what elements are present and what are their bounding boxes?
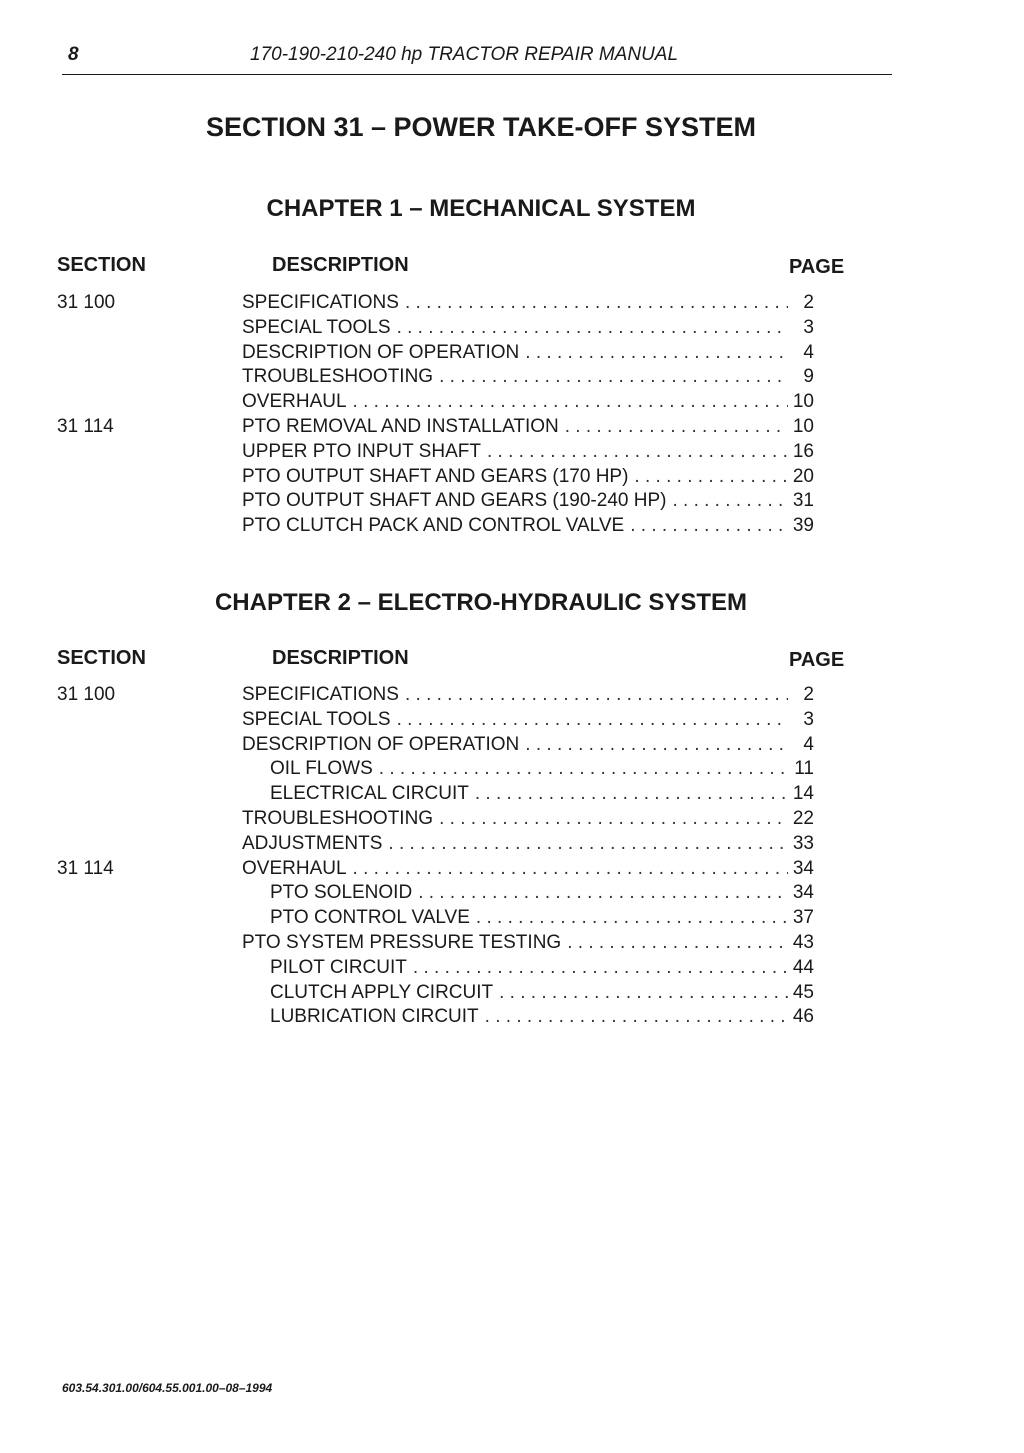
toc-row — [0, 416, 1024, 441]
toc-page-number: 31 — [792, 490, 814, 512]
toc-page-number: 9 — [803, 366, 814, 388]
toc-entry — [242, 490, 814, 512]
toc-description: PTO CONTROL VALVE — [270, 907, 470, 929]
toc-entry — [270, 1006, 814, 1028]
toc-dot-leader — [405, 684, 788, 706]
toc-dot-leader — [379, 758, 788, 780]
toc-page-number: 22 — [792, 808, 814, 829]
toc-page-number: 34 — [792, 882, 814, 904]
toc-description: OIL FLOWS — [270, 758, 373, 780]
toc-dot-leader — [413, 957, 788, 979]
toc-description: DESCRIPTION OF OPERATION — [242, 733, 520, 755]
toc-dot-leader — [499, 982, 788, 1004]
toc-entry — [242, 734, 814, 756]
toc-dot-leader — [397, 709, 788, 731]
toc-row — [0, 783, 1024, 808]
toc-row — [0, 882, 1024, 907]
toc-entry — [270, 982, 814, 1004]
toc-entry — [270, 783, 814, 805]
toc-description: ELECTRICAL CIRCUIT — [270, 783, 469, 805]
toc-description: ADJUSTMENTS — [242, 832, 383, 854]
toc-row — [0, 515, 1024, 540]
toc-page-number: 37 — [792, 907, 814, 929]
toc-row — [0, 391, 1024, 416]
toc-description: UPPER PTO INPUT SHAFT — [242, 440, 481, 462]
toc-row — [0, 366, 1024, 391]
toc-dot-leader — [418, 882, 788, 904]
toc-entry — [242, 366, 814, 388]
toc-page-number: 4 — [803, 341, 814, 363]
toc-dot-leader — [672, 490, 788, 512]
toc-row — [0, 907, 1024, 932]
toc-row — [0, 684, 1024, 709]
toc-dot-leader — [405, 292, 788, 314]
toc-dot-leader — [525, 342, 788, 364]
toc-page-number: 3 — [803, 316, 814, 338]
toc-description: SPECIAL TOOLS — [242, 708, 391, 730]
toc-dot-leader — [475, 783, 788, 805]
toc-page-number: 34 — [792, 857, 814, 879]
toc-page-number: 44 — [792, 956, 814, 978]
toc-page-number: 39 — [792, 515, 814, 537]
section-title: SECTION 31 – POWER TAKE-OFF SYSTEM — [205, 112, 757, 142]
toc-row — [0, 317, 1024, 342]
toc-description: TROUBLESHOOTING — [242, 808, 434, 829]
toc-dot-leader — [388, 833, 788, 855]
running-title: 170-190-210-240 hp TRACTOR REPAIR MANUAL — [250, 44, 679, 65]
toc-page-number: 45 — [792, 981, 814, 1003]
toc-row — [0, 858, 1024, 883]
toc-description: CLUTCH APPLY CIRCUIT — [270, 981, 494, 1003]
toc-page-number: 46 — [792, 1006, 814, 1028]
toc-description: OVERHAUL — [242, 391, 347, 413]
toc-description: PTO OUTPUT SHAFT AND GEARS (170 HP) — [242, 465, 629, 487]
toc-dot-leader — [485, 1006, 788, 1028]
toc-entry — [242, 808, 814, 830]
toc-row — [0, 292, 1024, 317]
toc-row — [0, 490, 1024, 515]
toc-description: DESCRIPTION OF OPERATION — [242, 341, 520, 363]
toc-page-number: 43 — [792, 932, 814, 953]
toc-page-number: 33 — [792, 832, 814, 854]
toc-section-code: 31 114 — [57, 857, 114, 879]
toc-description: PTO OUTPUT SHAFT AND GEARS (190-240 HP) — [242, 490, 667, 512]
toc-description: LUBRICATION CIRCUIT — [270, 1006, 479, 1028]
toc-entry — [270, 907, 814, 929]
toc-page-number: 14 — [792, 783, 814, 805]
toc-entry — [242, 932, 814, 954]
toc-entry — [270, 882, 814, 904]
toc-entry — [242, 391, 814, 413]
toc-section-code: 31 114 — [57, 416, 114, 437]
page-number: 8 — [68, 44, 79, 65]
toc-row — [0, 982, 1024, 1007]
toc-dot-leader — [487, 441, 788, 463]
toc-row — [0, 1006, 1024, 1031]
toc-page-number: 10 — [792, 391, 814, 413]
toc-dot-leader — [353, 858, 788, 880]
toc-dot-leader — [439, 808, 788, 830]
toc-entry — [270, 758, 814, 780]
toc-page-number: 11 — [794, 758, 814, 780]
toc-entry — [242, 441, 814, 463]
toc-page-number: 2 — [803, 684, 814, 705]
toc-description: SPECIFICATIONS — [242, 292, 399, 313]
chapter-title: CHAPTER 2 – ELECTRO-HYDRAULIC SYSTEM — [214, 589, 748, 616]
toc-row — [0, 808, 1024, 833]
toc-row — [0, 709, 1024, 734]
toc-entry — [242, 684, 814, 706]
toc-description: OVERHAUL — [242, 857, 347, 879]
chapter-title: CHAPTER 1 – MECHANICAL SYSTEM — [266, 195, 696, 222]
column-header-section: SECTION — [57, 647, 146, 669]
toc-dot-leader — [525, 734, 788, 756]
toc-row — [0, 734, 1024, 759]
toc-page-number: 16 — [792, 440, 814, 462]
toc-page-number: 4 — [803, 733, 814, 755]
toc-page-number: 3 — [803, 708, 814, 730]
toc-row — [0, 441, 1024, 466]
toc-description: PILOT CIRCUIT — [270, 956, 407, 978]
toc-dot-leader — [439, 366, 788, 388]
toc-entry — [242, 342, 814, 364]
column-header-description: DESCRIPTION — [272, 254, 409, 276]
footer-document-code: 603.54.301.00/604.55.001.00–08–1994 — [62, 1381, 273, 1395]
toc-row — [0, 758, 1024, 783]
toc-description: PTO SYSTEM PRESSURE TESTING — [242, 932, 562, 953]
toc-description: TROUBLESHOOTING — [242, 366, 434, 388]
toc-entry — [242, 292, 814, 314]
toc-entry — [242, 515, 814, 537]
toc-entry — [242, 833, 814, 855]
toc-row — [0, 342, 1024, 367]
toc-entry — [242, 416, 814, 438]
toc-description: PTO CLUTCH PACK AND CONTROL VALVE — [242, 515, 625, 537]
toc-description: PTO REMOVAL AND INSTALLATION — [242, 416, 559, 437]
toc-dot-leader — [565, 416, 788, 438]
toc-dot-leader — [353, 391, 788, 413]
toc-description: SPECIFICATIONS — [242, 684, 399, 705]
toc-entry — [270, 957, 814, 979]
toc-entry — [242, 858, 814, 880]
toc-dot-leader — [397, 317, 788, 339]
header-rule — [62, 74, 892, 75]
toc-row — [0, 833, 1024, 858]
column-header-page: PAGE — [789, 649, 845, 671]
toc-row — [0, 957, 1024, 982]
column-header-description: DESCRIPTION — [272, 647, 409, 669]
toc-page-number: 10 — [792, 416, 814, 437]
toc-dot-leader — [634, 466, 788, 488]
toc-description: SPECIAL TOOLS — [242, 316, 391, 338]
column-header-section: SECTION — [57, 254, 146, 276]
toc-section-code: 31 100 — [57, 292, 116, 313]
toc-entry — [242, 466, 814, 488]
toc-entry — [242, 709, 814, 731]
column-header-page: PAGE — [789, 256, 845, 278]
toc-dot-leader — [630, 515, 788, 537]
toc-entry — [242, 317, 814, 339]
toc-page-number: 2 — [803, 292, 814, 313]
toc-page-number: 20 — [792, 465, 814, 487]
toc-dot-leader — [476, 907, 788, 929]
toc-section-code: 31 100 — [57, 684, 116, 705]
toc-row — [0, 466, 1024, 491]
toc-row — [0, 932, 1024, 957]
toc-dot-leader — [567, 932, 788, 954]
toc-description: PTO SOLENOID — [270, 882, 413, 904]
